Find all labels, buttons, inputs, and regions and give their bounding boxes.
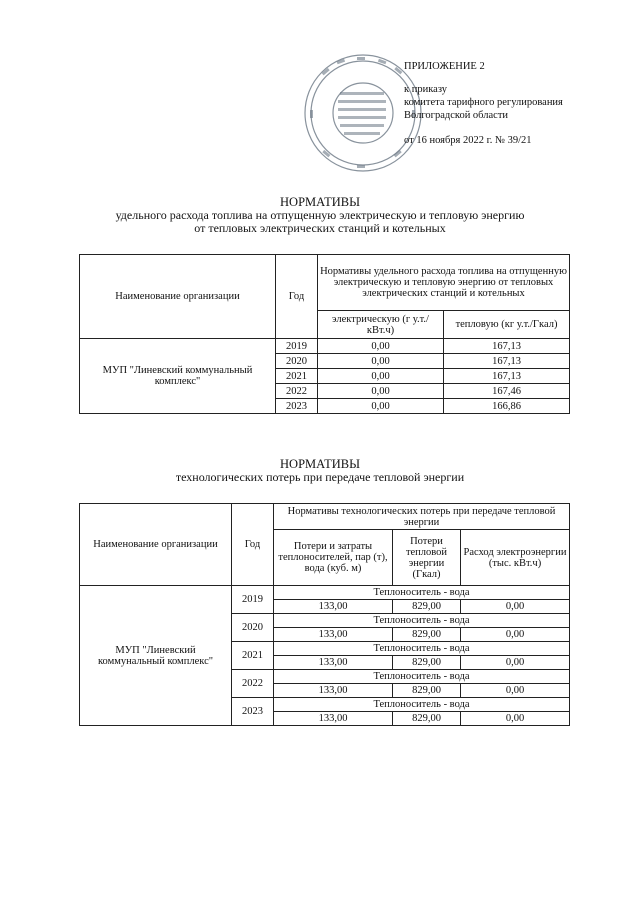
losses-value: 133,00 (274, 656, 393, 670)
order-date-number: от 16 ноября 2022 г. № 39/21 (404, 135, 532, 146)
appendix-title: ПРИЛОЖЕНИЕ 2 (404, 61, 485, 72)
heatloss-value: 829,00 (393, 600, 461, 614)
electric-value: 0,00 (318, 354, 444, 369)
heat-value: 167,46 (444, 384, 570, 399)
heat-value: 167,13 (444, 369, 570, 384)
header-heat-losses: Потери тепловой энергии (Гкал) (393, 530, 461, 586)
section1-subtitle-2: от тепловых электрических станций и котельных (194, 221, 446, 235)
committee-line: комитета тарифного регулирования (404, 97, 563, 108)
year-cell: 2022 (232, 670, 274, 698)
appendix-header (404, 60, 563, 147)
org-name: МУП "Линевский коммунальный комплекс" (80, 339, 276, 414)
table-row (80, 586, 570, 600)
year-cell: 2019 (232, 586, 274, 614)
order-ref-line: к приказу (404, 84, 447, 95)
heatloss-value: 829,00 (393, 628, 461, 642)
header-loss-norms: Нормативы технологических потерь при передаче тепловой энергии (274, 504, 570, 530)
electric-value: 0,00 (318, 399, 444, 414)
year-cell: 2021 (232, 642, 274, 670)
heat-value: 167,13 (444, 354, 570, 369)
power-value: 0,00 (461, 628, 570, 642)
section2-subtitle: технологических потерь при передаче тепловой энергии (175, 470, 465, 484)
heatloss-value: 829,00 (393, 656, 461, 670)
header-org: Наименование организации (80, 255, 276, 339)
losses-value: 133,00 (274, 712, 393, 726)
power-value: 0,00 (461, 600, 570, 614)
year-cell: 2023 (232, 698, 274, 726)
section1-subtitle-1: удельного расхода топлива на отпущенную электрическую и тепловую энергию (115, 208, 525, 222)
year-cell: 2020 (232, 614, 274, 642)
power-value: 0,00 (461, 684, 570, 698)
heatloss-value: 829,00 (393, 684, 461, 698)
carrier-label: Теплоноситель - вода (274, 614, 570, 628)
header-org: Наименование организации (80, 504, 232, 586)
electric-value: 0,00 (318, 384, 444, 399)
carrier-label: Теплоноситель - вода (274, 698, 570, 712)
losses-value: 133,00 (274, 628, 393, 642)
carrier-label: Теплоноситель - вода (274, 670, 570, 684)
losses-value: 133,00 (274, 684, 393, 698)
header-carrier-losses: Потери и затраты теплоносителей, пар (т), вода (куб. м) (274, 530, 393, 586)
section2-title: НОРМАТИВЫ (280, 457, 360, 471)
header-year: Год (276, 255, 318, 339)
section1-title: НОРМАТИВЫ (280, 195, 360, 209)
section1-title-block (0, 196, 640, 235)
header-electric: электрическую (г у.т./кВт.ч) (318, 311, 444, 339)
heatloss-value: 829,00 (393, 712, 461, 726)
year-cell: 2021 (276, 369, 318, 384)
fuel-norms-table (79, 254, 570, 414)
year-cell: 2020 (276, 354, 318, 369)
electric-value: 0,00 (318, 339, 444, 354)
section2-title-block (0, 458, 640, 484)
header-heat: тепловую (кг у.т./Гкал) (444, 311, 570, 339)
heat-value: 166,86 (444, 399, 570, 414)
org-name: МУП "Линевский коммунальный комплекс" (80, 586, 232, 726)
losses-value: 133,00 (274, 600, 393, 614)
header-year: Год (232, 504, 274, 586)
header-power-use: Расход электроэнергии (тыс. кВт.ч) (461, 530, 570, 586)
year-cell: 2022 (276, 384, 318, 399)
heat-value: 167,13 (444, 339, 570, 354)
header-fuel-norms: Нормативы удельного расхода топлива на отпущенную электрическую и тепловую энергию от тепловых электрических станций и котельных (318, 255, 570, 311)
heat-losses-table (79, 503, 570, 726)
year-cell: 2019 (276, 339, 318, 354)
electric-value: 0,00 (318, 369, 444, 384)
carrier-label: Теплоноситель - вода (274, 642, 570, 656)
table-row (80, 339, 570, 354)
year-cell: 2023 (276, 399, 318, 414)
power-value: 0,00 (461, 712, 570, 726)
carrier-label: Теплоноситель - вода (274, 586, 570, 600)
power-value: 0,00 (461, 656, 570, 670)
region-line: Волгоградской области (404, 110, 509, 121)
